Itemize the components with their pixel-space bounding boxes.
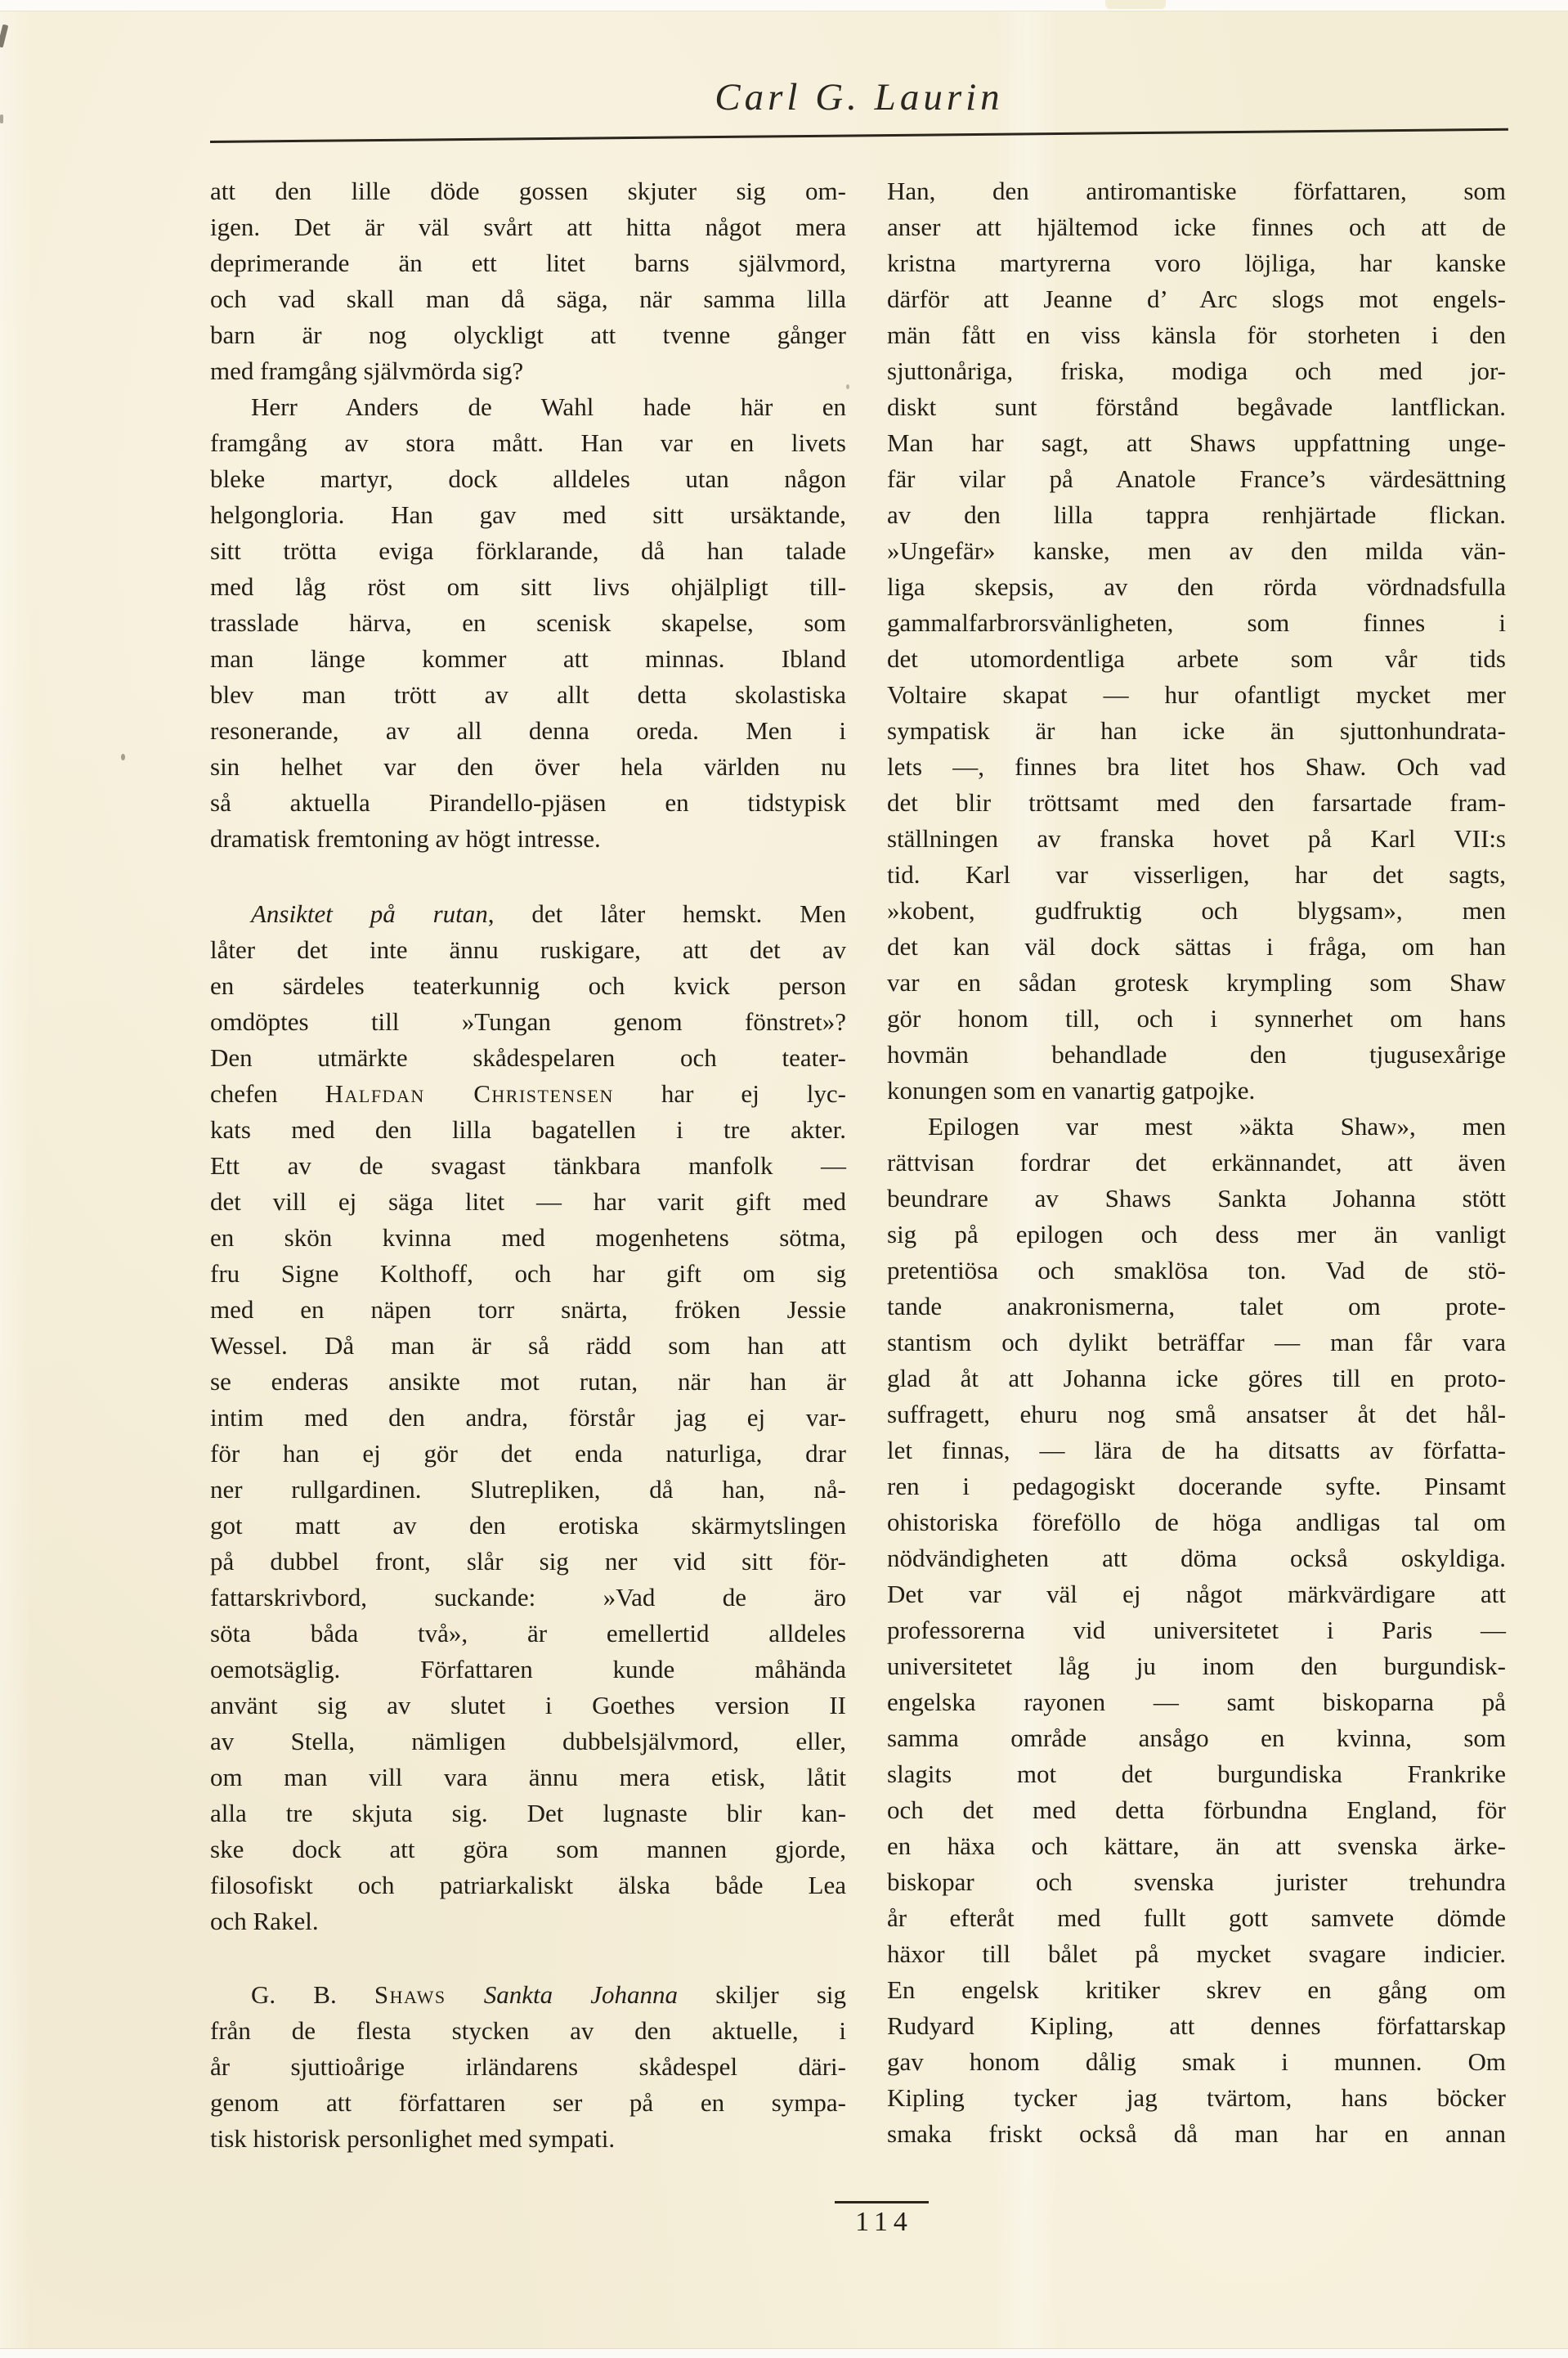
body-text: tid. Karl var visserligen, har det sagts, [887,860,1506,889]
body-text: Kipling tycker jag tvärtom, hans böcker [887,2083,1506,2112]
text-line [210,2085,846,2121]
scan-top-notch [1105,0,1166,9]
body-text: slagits mot det burgundiska Frankrike [887,1760,1506,1788]
body-text: alla tre skjuta sig. Det lugnaste blir kan- [210,1799,846,1827]
text-line [887,713,1506,749]
text-line [210,677,846,713]
body-text: och det med detta förbundna England, för [887,1795,1506,1824]
body-text: Den utmärkte skådespelaren och teater- [210,1043,846,1072]
text-line [887,1720,1506,1756]
body-text: med en näpen torr snärta, fröken Jessie [210,1295,846,1324]
body-text: ner rullgardinen. Slutrepliken, då han, nå- [210,1475,846,1504]
body-text: fattarskrivbord, suckande: »Vad de äro [210,1583,846,1612]
text-line [210,1220,846,1256]
body-text: blev man trött av allt detta skolastiska [210,680,846,709]
text-line [887,1540,1506,1576]
italic-text: Ansiktet på rutan [251,899,488,928]
text-line [887,1900,1506,1936]
body-text: med framgång självmörda sig? [210,356,524,385]
body-text: glad åt att Johanna icke göres till en proto- [887,1364,1506,1392]
text-line [887,1253,1506,1289]
text-line [887,389,1506,425]
italic-text: Sankta Johanna [483,1980,679,2009]
text-line [887,965,1506,1001]
text-line [210,1688,846,1724]
text-line [210,821,846,857]
text-line [887,1396,1506,1432]
text-line [887,1037,1506,1073]
text-line [887,2116,1506,2152]
body-text: ren i pedagogiskt docerande syfte. Pinsamt [887,1472,1506,1500]
text-line [887,785,1506,821]
scan-speck [121,754,125,760]
body-text: sig på epilogen och dess mer än vanligt [887,1220,1506,1248]
text-line [887,893,1506,929]
page-number: 114 [855,2207,913,2237]
text-line [887,749,1506,785]
body-text: från de flesta stycken av den aktuelle, i [210,2016,846,2045]
body-text: därför att Jeanne d’ Arc slogs mot engels- [887,285,1506,313]
text-line [887,1504,1506,1540]
text-line [887,1145,1506,1181]
body-text: filosofiskt och patriarkaliskt älska både Lea [210,1871,846,1899]
body-text: , det låter hemskt. Men [487,899,846,928]
text-line [210,497,846,533]
text-line [210,1076,846,1112]
body-text: skiljer sig [678,1980,846,2009]
text-line [210,1040,846,1076]
text-line [887,317,1506,353]
body-text: ställningen av franska hovet på Karl VII:s [887,824,1506,853]
body-text: gammalfarbrorsvänligheten, som finnes i [887,608,1506,637]
text-line [887,2080,1506,2116]
body-text: lets —, finnes bra litet hos Shaw. Och vad [887,752,1506,781]
text-line [887,209,1506,245]
text-line [887,1181,1506,1217]
paragraph-gap [210,1939,846,1977]
text-line [887,1325,1506,1361]
body-text: det blir tröttsamt med den farsartade fram- [887,788,1506,817]
text-line [210,209,846,245]
body-text: Herr Anders de Wahl hade här en [251,392,846,421]
body-text: sin helhet var den över hela världen nu [210,752,846,781]
text-line [887,245,1506,281]
body-text: nödvändigheten att döma också oskyldiga. [887,1544,1506,1572]
text-line [887,461,1506,497]
text-line [210,173,846,209]
body-text: var en sådan grotesk krympling som Shaw [887,968,1506,997]
scan-speck [0,114,3,123]
body-text: tande anakronismerna, talet om prote- [887,1292,1506,1320]
body-text: resonerande, av all denna oreda. Men i [210,716,846,745]
body-text: se enderas ansikte mot rutan, när han är [210,1367,846,1396]
scan-speck [846,384,849,389]
text-line [210,1328,846,1364]
text-line [887,1972,1506,2008]
body-text: Ett av de svagast tänkbara manfolk — [210,1151,846,1180]
text-line [887,1217,1506,1253]
body-text: dramatisk fremtoning av högt intresse. [210,824,601,853]
text-column-right [887,173,1506,2152]
body-text: ske dock att göra som mannen gjorde, [210,1835,846,1863]
text-line [210,1508,846,1544]
body-text: biskopar och svenska jurister trehundra [887,1867,1506,1896]
paragraph-gap [210,857,846,896]
body-text: män fått en viss känsla för storheten i den [887,321,1506,349]
text-line [887,677,1506,713]
body-text: söta båda två», är emellertid alldeles [210,1619,846,1647]
scan-bottom-edge [0,2348,1568,2358]
body-text: chefen [210,1079,325,1108]
body-text: använt sig av slutet i Goethes version II [210,1691,846,1719]
scan-top-edge [0,0,1568,11]
body-text: engelska rayonen — samt biskoparna på [887,1688,1506,1716]
body-text: låter det inte ännu ruskigare, att det av [210,935,846,964]
body-text: pretentiösa och smaklösa ton. Vad de stö- [887,1256,1506,1284]
text-line [210,1580,846,1616]
text-line [210,1795,846,1831]
body-text: konungen som en vanartig gatpojke. [887,1076,1256,1105]
body-text: tisk historisk personlighet med sympati. [210,2124,616,2153]
body-text: »Ungefär» kanske, men av den milda vän- [887,536,1506,565]
running-head-author: Carl G. Laurin [715,76,1004,119]
body-text: genom att författaren ser på en sympa- [210,2088,846,2117]
text-line [887,641,1506,677]
text-line [210,1148,846,1184]
body-text: gav honom dålig smak i munnen. Om [887,2047,1506,2076]
text-line [210,1760,846,1795]
body-text: trasslade härva, en scenisk skapelse, som [210,608,846,637]
text-line [887,1792,1506,1828]
body-text: det utomordentliga arbete som vår tids [887,644,1506,673]
body-text: Wessel. Då man är så rädd som han att [210,1331,846,1360]
smallcaps-name: Shaws [374,1980,446,2009]
text-line [210,1364,846,1400]
page-footer [820,2201,943,2241]
text-line [887,1828,1506,1864]
text-line [210,1867,846,1903]
text-line [887,1109,1506,1145]
text-line [210,1977,846,2013]
body-text: det kan väl dock sättas i fråga, om han [887,932,1506,961]
body-text: diskt sunt förstånd begåvade lantflickan. [887,392,1506,421]
text-line [887,1073,1506,1109]
text-line [887,1864,1506,1900]
text-line [210,605,846,641]
body-text: deprimerande än ett litet barns självmord, [210,249,846,277]
body-text: smaka friskt också då man har en annan [887,2119,1506,2148]
text-line [210,389,846,425]
text-line [210,353,846,389]
body-text: samma område ansågo en kvinna, som [887,1724,1506,1752]
body-text: med låg röst om sitt livs ohjälpligt till- [210,572,846,601]
body-text: så aktuella Pirandello-pjäsen en tidstypisk [210,788,846,817]
body-text: Epilogen var mest »äkta Shaw», men [928,1112,1506,1141]
text-line [210,1472,846,1508]
body-text: år efteråt med fullt gott samvete dömde [887,1903,1506,1932]
body-text: Voltaire skapat — hur ofantligt mycket mer [887,680,1506,709]
body-text: kristna martyrerna voro löjliga, har kanske [887,249,1506,277]
text-line [887,821,1506,857]
body-text: hovmän behandlade den tjugusexårige [887,1040,1506,1069]
text-line [210,1004,846,1040]
text-line [210,533,846,569]
body-text: häxor till bålet på mycket svagare indicier. [887,1939,1506,1968]
text-line [887,281,1506,317]
text-line [210,281,846,317]
body-text: en särdeles teaterkunnig och kvick person [210,971,846,1000]
body-text: att den lille döde gossen skjuter sig om- [210,177,846,205]
text-line [210,1724,846,1760]
text-line [887,1361,1506,1396]
text-line [210,1903,846,1939]
body-text: Han, den antiromantiske författaren, som [887,177,1506,205]
text-line [887,533,1506,569]
body-text: kats med den lilla bagatellen i tre akter. [210,1115,846,1144]
text-line [210,1652,846,1688]
text-line [210,1831,846,1867]
text-line [887,1432,1506,1468]
body-text [446,1980,484,2009]
text-line [887,425,1506,461]
body-text: framgång av stora mått. Han var en livets [210,428,846,457]
text-line [210,1112,846,1148]
text-line [887,1648,1506,1684]
text-line [887,1684,1506,1720]
body-text: rättvisan fordrar det erkännandet, att även [887,1148,1506,1177]
text-line [210,1616,846,1652]
body-text: sjuttonåriga, friska, modiga och med jor- [887,356,1506,385]
body-text: sitt trötta eviga förklarande, då han talade [210,536,846,565]
body-text: en häxa och kättare, än att svenska ärke- [887,1831,1506,1860]
text-line [210,2049,846,2085]
text-line [210,896,846,932]
body-text: Det var väl ej något märkvärdigare att [887,1580,1506,1608]
body-text: professorerna vid universitetet i Paris — [887,1616,1506,1644]
scan-speck [0,25,8,48]
body-text: fär vilar på Anatole France’s värdesättning [887,464,1506,493]
text-line [210,1256,846,1292]
text-line [887,1936,1506,1972]
body-text: barn är nog olyckligt att tvenne gånger [210,321,846,349]
body-text: om man vill vara ännu mera etisk, låtit [210,1763,846,1791]
body-text: Man har sagt, att Shaws uppfattning unge- [887,428,1506,457]
text-line [887,497,1506,533]
body-text: G. B. [251,1980,374,2009]
body-text: av Stella, nämligen dubbelsjälvmord, eller, [210,1727,846,1755]
body-text: Rudyard Kipling, att dennes författarskap [887,2011,1506,2040]
text-line [887,857,1506,893]
body-text: igen. Det är väl svårt att hitta något mera [210,213,846,241]
body-text: »kobent, gudfruktig och blygsam», men [887,896,1506,925]
body-text: fru Signe Kolthoff, och har gift om sig [210,1259,846,1288]
text-line [210,245,846,281]
body-text: helgongloria. Han gav med sitt ursäktande, [210,500,846,529]
body-text: anser att hjältemod icke finnes och att de [887,213,1506,241]
text-line [210,1184,846,1220]
text-line [210,317,846,353]
text-line [210,2013,846,2049]
text-line [210,569,846,605]
text-line [210,968,846,1004]
body-text: och Rakel. [210,1907,319,1935]
text-line [210,785,846,821]
text-line [210,932,846,968]
body-text: got matt av den erotiska skärmytslingen [210,1511,846,1540]
smallcaps-name: Halfdan Christensen [325,1079,614,1108]
body-text: bleke martyr, dock alldeles utan någon [210,464,846,493]
text-line [887,2008,1506,2044]
body-text: intim med den andra, förstår jag ej var- [210,1403,846,1432]
text-line [887,173,1506,209]
body-text: En engelsk kritiker skrev en gång om [887,1975,1506,2004]
text-line [887,605,1506,641]
body-text: oemotsäglig. Författaren kunde måhända [210,1655,846,1683]
body-text: för han ej gör det enda naturliga, drar [210,1439,846,1468]
body-text: liga skepsis, av den rörda vördnadsfulla [887,572,1506,601]
text-line [887,929,1506,965]
text-line [887,1289,1506,1325]
body-text: på dubbel front, slår sig ner vid sitt för- [210,1547,846,1576]
body-text: universitetet låg ju inom den burgundisk- [887,1652,1506,1680]
text-line [210,713,846,749]
text-line [887,1468,1506,1504]
text-line [887,569,1506,605]
text-line [210,1436,846,1472]
body-text: let finnas, — lära de ha ditsatts av författa- [887,1436,1506,1464]
body-text: stantism och dylikt beträffar — man får vara [887,1328,1506,1356]
text-column-left [210,173,846,2157]
body-text: har ej lyc- [613,1079,846,1108]
text-line [887,2044,1506,2080]
body-text: omdöptes till »Tungan genom fönstret»? [210,1007,846,1036]
body-text: ohistoriska föreföllo de höga andligas tal om [887,1508,1506,1536]
body-text: år sjuttioårige irländarens skådespel däri- [210,2052,846,2081]
text-line [887,353,1506,389]
body-text: suffragett, ehuru nog små ansatser åt det hål- [887,1400,1506,1428]
body-text: av den lilla tappra renhjärtade flickan. [887,500,1506,529]
text-line [887,1612,1506,1648]
text-line [887,1756,1506,1792]
body-text: och vad skall man då säga, när samma lilla [210,285,846,313]
text-line [210,1400,846,1436]
header-rule [210,128,1508,143]
body-text: sympatisk är han icke än sjuttonhundrata- [887,716,1506,745]
text-line [887,1576,1506,1612]
body-text: en skön kvinna med mogenhetens sötma, [210,1223,846,1252]
text-line [210,2121,846,2157]
body-text: gör honom till, och i synnerhet om hans [887,1004,1506,1033]
body-text: beundrare av Shaws Sankta Johanna stött [887,1184,1506,1213]
text-line [887,1001,1506,1037]
text-line [210,425,846,461]
text-line [210,1544,846,1580]
text-line [210,641,846,677]
body-text: man länge kommer att minnas. Ibland [210,644,846,673]
text-line [210,749,846,785]
text-line [210,1292,846,1328]
body-text: det vill ej säga litet — har varit gift med [210,1187,846,1216]
text-line [210,461,846,497]
